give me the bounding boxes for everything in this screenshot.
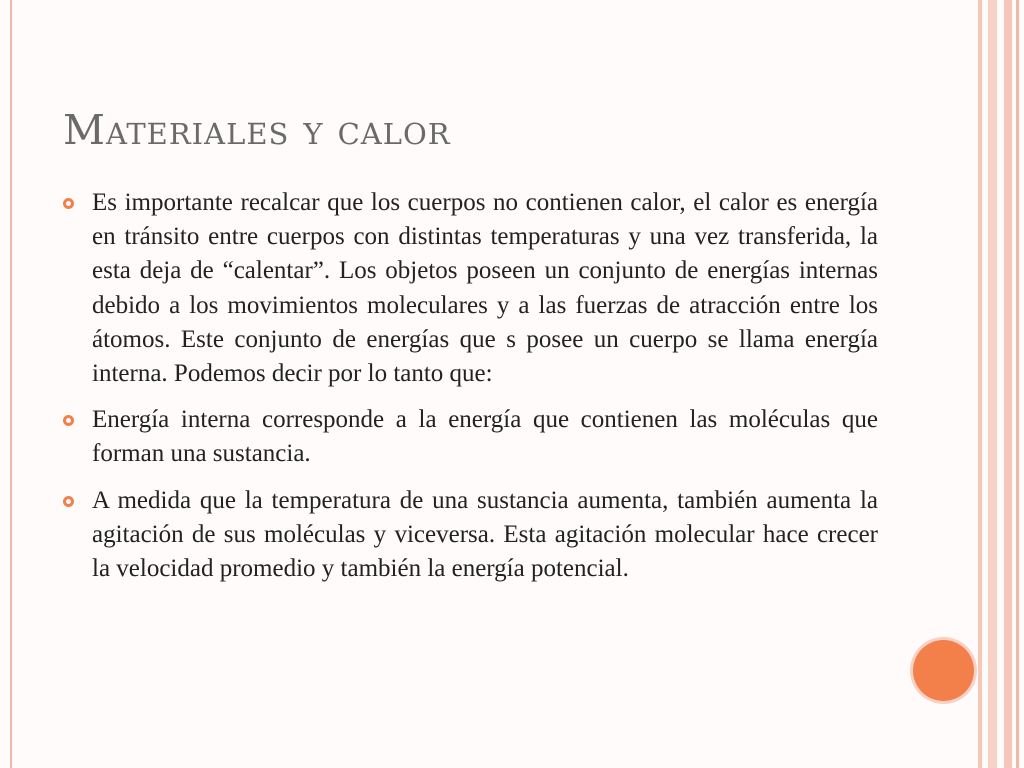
bullet-circle-icon (63, 415, 74, 426)
frame-stripe-right (978, 0, 982, 768)
bullet-circle-icon (63, 496, 74, 507)
bullet-item (63, 484, 878, 587)
bullet-text: Energía interna corresponde a la energía que contienen las moléculas que forman una sustancia. (92, 406, 878, 468)
bullet-text: A medida que la temperatura de una sustancia aumenta, también aumenta la agitación de sus moléculas y viceversa. Esta agitación molecular hace crecer la velocidad promedio y también la energía potencial. (92, 486, 878, 583)
frame-stripe-right (1004, 0, 1012, 768)
bullet-item (63, 186, 878, 391)
decorative-circle-icon (913, 640, 974, 701)
bullet-text: Es importante recalcar que los cuerpos no contienen calor, el calor es energía en tránsito entre cuerpos con distintas temperaturas y una vez transferida, la esta deja de “calentar”. Los objetos poseen un conjunto de energías internas debido a los movimientos moleculares y a las fuerzas de atracción entre los átomos. Este conjunto de energías que s posee un cuerpo se llama energía interna. Podemos decir por lo tanto que: (92, 189, 878, 388)
slide-title: Materiales y calor (63, 106, 451, 154)
bullet-list (63, 186, 878, 598)
bullet-circle-icon (63, 198, 74, 209)
frame-stripe-right (988, 0, 997, 768)
bullet-item (63, 403, 878, 471)
frame-stripe-right (1016, 0, 1019, 768)
frame-line-left (10, 0, 12, 768)
